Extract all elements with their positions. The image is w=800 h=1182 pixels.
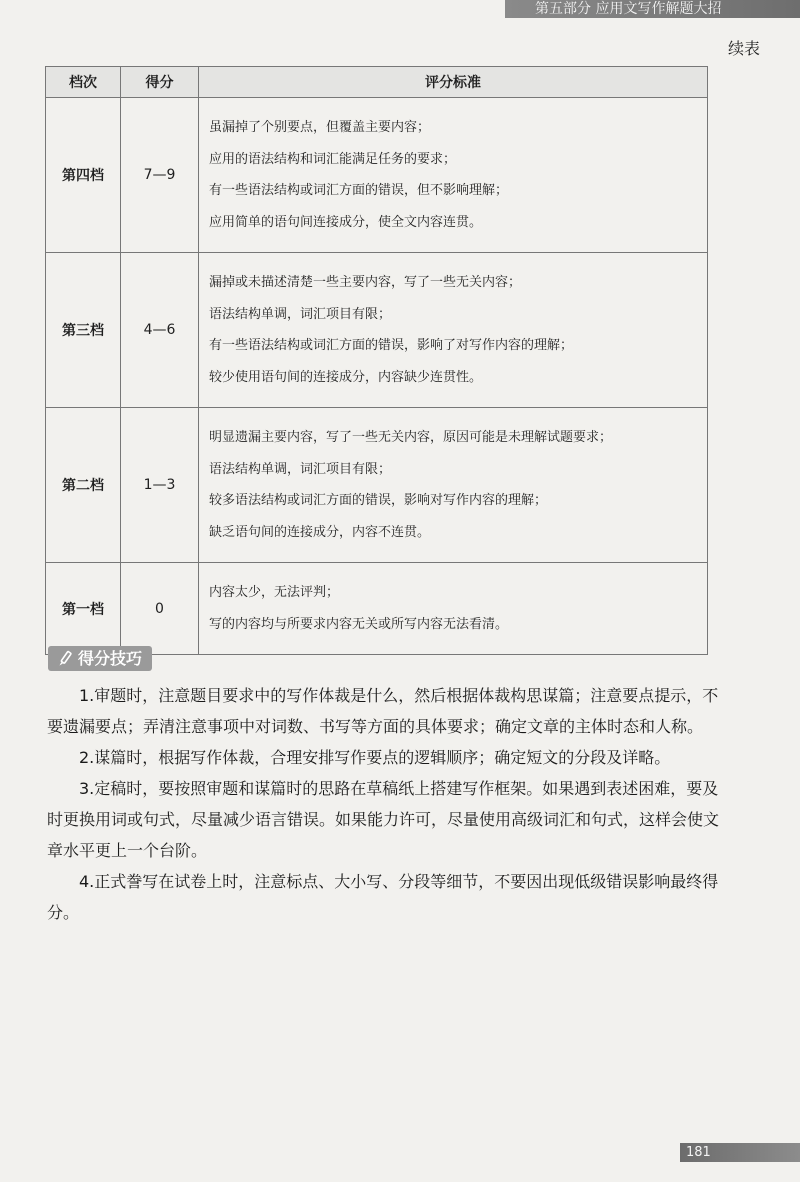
scoring-table bbox=[45, 66, 708, 655]
criteria-cell bbox=[199, 408, 708, 563]
column-header-level: 档次 bbox=[46, 67, 121, 98]
tips-title: 得分技巧 bbox=[78, 649, 143, 668]
tips-body bbox=[47, 680, 727, 928]
criteria-cell bbox=[199, 253, 708, 408]
criteria-line: 有一些语法结构或词汇方面的错误，影响了对写作内容的理解； bbox=[209, 338, 574, 353]
criteria-cell bbox=[199, 563, 708, 655]
pencil-icon bbox=[56, 650, 74, 668]
table-header-row bbox=[46, 67, 708, 98]
criteria-line: 语法结构单调，词汇项目有限； bbox=[209, 461, 392, 477]
table-row bbox=[46, 98, 708, 253]
continued-label: 续表 bbox=[727, 39, 760, 58]
page-number bbox=[680, 1143, 800, 1162]
criteria-line: 较多语法结构或词汇方面的错误，影响对写作内容的理解； bbox=[209, 493, 548, 508]
tip-paragraph: 2.谋篇时，根据写作体裁，合理安排写作要点的逻辑顺序；确定短文的分段及详略。 bbox=[79, 748, 671, 767]
table-row bbox=[46, 563, 708, 655]
section-title: 第五部分 应用文写作解题大招 bbox=[535, 1, 722, 17]
level-cell: 第四档 bbox=[46, 98, 121, 253]
criteria-line: 漏掉或未描述清楚一些主要内容，写了一些无关内容； bbox=[209, 275, 522, 290]
level-cell: 第二档 bbox=[46, 408, 121, 563]
criteria-line: 有一些语法结构或词汇方面的错误，但不影响理解； bbox=[209, 183, 509, 198]
criteria-line: 虽漏掉了个别要点，但覆盖主要内容； bbox=[209, 120, 431, 135]
score-cell: 1—3 bbox=[121, 408, 199, 563]
table-row bbox=[46, 253, 708, 408]
tip-paragraph: 1.审题时，注意题目要求中的写作体裁是什么，然后根据体裁构思谋篇；注意要点提示，不要遗漏要点；弄清注意事项中对词数、书写等方面的具体要求；确定文章的主体时态和人称。 bbox=[47, 686, 719, 736]
level-cell: 第一档 bbox=[46, 563, 121, 655]
level-cell: 第三档 bbox=[46, 253, 121, 408]
column-header-score: 得分 bbox=[121, 67, 199, 98]
tips-heading bbox=[48, 646, 152, 671]
criteria-cell bbox=[199, 98, 708, 253]
criteria-line: 较少使用语句间的连接成分，内容缺少连贯性。 bbox=[209, 369, 483, 385]
tip-paragraph: 4.正式誊写在试卷上时，注意标点、大小写、分段等细节，不要因出现低级错误影响最终得分。 bbox=[47, 872, 719, 922]
criteria-line: 语法结构单调，词汇项目有限； bbox=[209, 306, 392, 322]
criteria-line: 写的内容均与所要求内容无关或所写内容无法看清。 bbox=[209, 616, 509, 632]
tip-paragraph: 3.定稿时，要按照审题和谋篇时的思路在草稿纸上搭建写作框架。如果遇到表述困难，要及时更换用词或句式，尽量减少语言错误。如果能力许可，尽量使用高级词汇和句式，这样会使文章水平更上一个台阶。 bbox=[47, 779, 720, 860]
score-cell: 4—6 bbox=[121, 253, 199, 408]
column-header-criteria: 评分标准 bbox=[199, 67, 708, 98]
criteria-line: 应用简单的语句间连接成分，使全文内容连贯。 bbox=[209, 214, 483, 230]
table-row bbox=[46, 408, 708, 563]
criteria-line: 内容太少，无法评判； bbox=[209, 585, 340, 600]
criteria-line: 明显遗漏主要内容，写了一些无关内容，原因可能是未理解试题要求； bbox=[209, 430, 613, 445]
score-cell: 0 bbox=[121, 563, 199, 655]
criteria-line: 应用的语法结构和词汇能满足任务的要求； bbox=[209, 151, 457, 167]
criteria-line: 缺乏语句间的连接成分，内容不连贯。 bbox=[209, 524, 431, 540]
page-number-text: 181 bbox=[686, 1145, 711, 1160]
section-header-band bbox=[505, 0, 800, 18]
score-cell: 7—9 bbox=[121, 98, 199, 253]
